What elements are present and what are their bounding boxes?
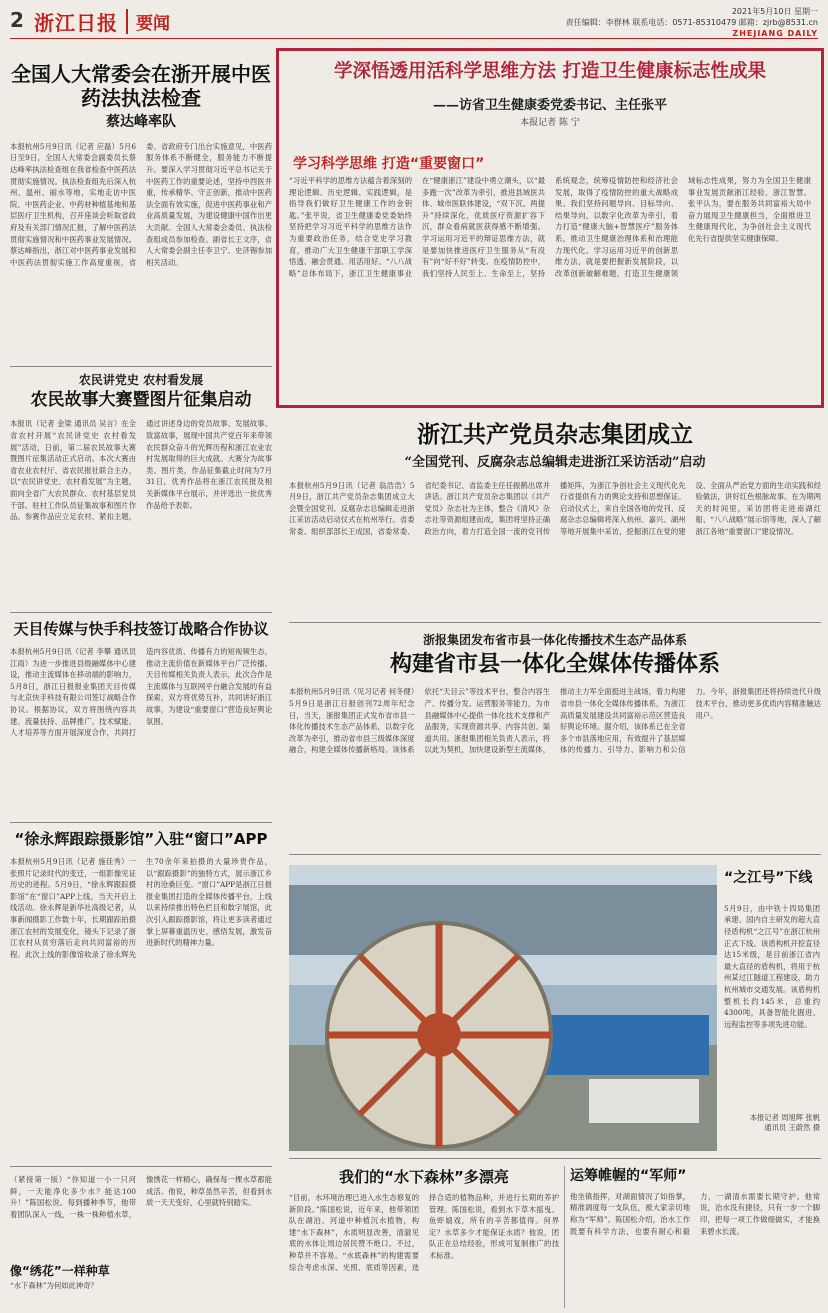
article-media-title: 构建省市县一体化全媒体传播体系 [389, 652, 720, 677]
article-party [289, 422, 821, 608]
photo-caption-block [724, 870, 820, 1133]
article-xu-body: 本报杭州5月9日讯（记者 施佳秀）一张照片记录时代的变迁，一组影像见证历史的进程。5月9日，“徐永辉跟踪摄影馆”在“窗口”APP上线，当天开启上线活动。徐永辉是新华社高级记者，从事新闻摄影工作数十年，长期跟踪拍摄浙江农村的发展变化，镜头下记录了浙江农村从贫穷落后走向共同富裕的历程。此次上线的影像馆收录了徐永辉先生70余年来拍摄的大量珍贵作品，以“跟踪摄影”的独特方式，展示浙江乡村的沧桑巨变。“窗口”APP是浙江日报报业集团打造的全媒体传播平台，上线以来持续推出特色栏目和数字展馆，此次引入跟踪摄影馆，将让更多读者通过掌上屏幕重温历史、感悟发展，激发奋进新时代的精神力量。 [10, 857, 272, 959]
divider [10, 366, 272, 367]
article-tianmu-title: 天目传媒与快手科技签订战略合作协议 [13, 620, 269, 638]
issue-date: 2021年5月10日 星期一 [731, 7, 818, 16]
article-military-body: 他坐镇指挥，对湖面情况了如指掌，精准调度每一支队伍，被大家亲切地称为“军师”。陈国松介绍，治水工作既要有科学方法，也要有耐心和毅力，一湖清水需要长期守护。他常说，治水没有捷径，只有一步一个脚印，把每一项工作做细做实，才能换来碧水长流。 [570, 1191, 820, 1236]
photo-machine-body [539, 1015, 709, 1075]
divider [289, 854, 821, 855]
section-name: 要闻 [126, 9, 170, 34]
article-military-title: 运筹帷幄的“军师” [570, 1168, 687, 1184]
page-number: 2 [10, 8, 24, 32]
editor-contacts: 责任编辑：李群林 联系电话：0571-85310479 邮箱：zjrb@8531.cn [565, 18, 818, 27]
feature-byline: 本报记者 陈 宁 [520, 118, 580, 129]
divider [289, 1158, 821, 1159]
article-npc-subtitle: 蔡达峰率队 [106, 114, 176, 130]
page-header [10, 4, 818, 39]
photo-credit: 本报记者 周旭辉 张帆 通讯员 王蔚然 摄 [749, 1112, 820, 1132]
feature-subtitle: ——访省卫生健康委党委书记、主任张平 [432, 98, 667, 114]
photo-platform [589, 1079, 699, 1123]
article-left-bottom-title: 像“绣花”一样种草 [10, 1264, 110, 1278]
article-xu [10, 830, 272, 1148]
article-party-title: 浙江共产党员杂志集团成立 [417, 422, 693, 448]
article-party-body: 本报杭州5月9日讯（记者 翁浩浩）5月9日，浙江共产党员杂志集团成立大会暨全国党刊、反腐杂志总编辑走进浙江采访活动启动仪式在杭州举行。省委常委、组织部部长王成国，省委常委、省纪委书记、省监委主任任振鹤出席并讲话。浙江共产党员杂志集团以《共产党员》杂志社为主体，整合《清风》杂志社等资源组建而成，集团将坚持正确政治方向，着力打造全国一流的党刊传播矩阵，为浙江争创社会主义现代化先行省提供有力的舆论支持和思想保证。启动仪式上，来自全国各地的党刊、反腐杂志总编辑将深入杭州、嘉兴、湖州等地开展集中采访，挖掘浙江在党的建设、全面从严治党方面的生动实践和经验做法，讲好红色根脉故事。在为期两天的时间里，采访团将走进南湖红船、“八八战略”展示馆等地，深入了解浙江各地“重要窗口”建设情况。 [289, 480, 821, 536]
article-left-bottom [10, 1174, 272, 1292]
article-farmer [10, 372, 272, 600]
article-farmer-body: 本报讯（记者 金梁 通讯员 吴言）在全省农村开展“农民讲党史 农村看发展”活动，日前，第二届农民故事大赛暨图片征集活动正式启动。本次大赛由省农业农村厅、省农民报社联合主办，以“农民讲党史、农村看发展”为主题，面向全省广大农民群众、农村基层党员干部、驻村工作队员征集故事和图片作品。参赛作品应立足农村、紧扣主题，通过讲述身边的党员故事、发展故事、致富故事，展现中国共产党百年来带领农民群众奋斗的光辉历程和浙江农业农村发展取得的巨大成就。大赛分为故事类、图片类，作品征集截止时间为7月31日，优秀作品将在浙江农民报及相关新媒体平台展示，并评选出一批优秀作品给予表彰。 [10, 419, 272, 522]
article-left-bottom-footer: “水下森林”为何如此神奇？ [10, 1281, 98, 1291]
article-forest-title: 我们的“水下森林”多漂亮 [339, 1168, 509, 1186]
article-farmer-title: 农民故事大赛暨图片征集启动 [30, 390, 252, 410]
news-photo [289, 865, 717, 1151]
article-forest-body: “目前，水环境治理已进入水生态修复的新阶段。”陈国松说，近年来，他带领团队在湖泊、河道中种植沉水植物，构建“水下森林”，水质明显改善，清澈见底的水体让周边居民赞不绝口。不过，种草并不容易。“水底森林”的构建需要综合考虑水深、光照、底质等因素，选择合适的植物品种，并进行长期的养护管理。陈国松说，看到水下草木摇曳、鱼虾嬉戏，所有的辛苦都值得。何界定？水草多少才能保证水质？他说，团队正在总结经验，形成可复制推广的技术标准。 [289, 1193, 559, 1272]
article-military [570, 1168, 820, 1303]
feature-red-tag: 学习科学思维 打造“重要窗口” [293, 156, 485, 172]
article-npc-title: 全国人大常委会在浙开展中医药法执法检查 [11, 62, 271, 110]
divider [10, 1166, 272, 1167]
feature-body: “习近平科学的思维方法蕴含着深刻的理论逻辑、历史逻辑、实践逻辑，是指导我们做好卫生健康工作的金钥匙。”张平说，省卫生健康委党委始终坚持把学习习近平科学的思维方法作为重要政治任务，结合党史学习教育，推动广大卫生健康干部职工学深悟透、融会贯通、用活用好。“八八战略”总体布局下，浙江卫生健康事业在“健康浙江”建设中勇立潮头，以“最多跑一次”改革为牵引，推进县域医共体、城市医联体建设，“双下沉、两提升”持续深化，优质医疗资源扩容下沉，群众看病就医获得感不断增强。学习运用习近平的辩证思维方法，就是要加快推进医疗卫生服务从“有没有”向“好不好”转变。在疫情防控中，我们坚持人民至上、生命至上，坚持系统观念，统筹疫情防控和经济社会发展，取得了疫情防控的重大战略成果。我们坚持问题导向、目标导向、结果导向，以数字化改革为牵引，着力打造“健康大脑+智慧医疗”服务体系，推动卫生健康治理体系和治理能力现代化。学习运用习近平的创新思维方法，就是要把握新发展阶段，以改革创新破解难题，打造卫生健康领域标志性成果，努力为全国卫生健康事业发展贡献浙江经验、浙江智慧。张平认为，要在服务共同富裕大局中奋力展现卫生健康担当，全面推进卫生健康现代化，为争创社会主义现代化先行省提供坚实健康保障。 [289, 176, 811, 278]
english-masthead: ZHEJIANG DAILY [732, 29, 818, 38]
feature-interview [276, 48, 824, 408]
article-media [289, 632, 821, 848]
divider [10, 612, 272, 613]
feature-title: 学深悟透用活科学思维方法 打造卫生健康标志性成果 [334, 61, 766, 82]
header-info [566, 6, 818, 39]
tunnel-boring-machine-photo [289, 865, 717, 1151]
article-farmer-kicker: 农民讲党史 农村看发展 [78, 373, 204, 387]
article-media-body: 本报杭州5月9日讯（见习记者 何冬健）5月9日是浙江日报创刊72周年纪念日，当天，浙报集团正式发布省市县一体化传播技术生态产品体系，以数字化改革为牵引，推动省市县三级媒体深度融合，构建全媒体传播新格局。该体系依托“天目云”等技术平台，整合内容生产、传播分发、运营服务等能力，为市县融媒体中心提供一体化技术支撑和产品服务，实现资源共享、内容共创、渠道共用。浙报集团相关负责人表示，将以此为契机，加快建设新型主流媒体，推动主力军全面挺进主战场，着力构建省市县一体化全媒体传播体系，为浙江高质量发展建设共同富裕示范区营造良好舆论环境。据介绍，该体系已在全省多个市县落地应用，有效提升了基层媒体的传播力、引导力、影响力和公信力。今年，浙报集团还将持续迭代升级技术平台，推动更多优质内容精准触达用户。 [289, 687, 821, 755]
article-npc-body: 本报杭州5月9日讯（记者 应磊）5月6日至9日，全国人大常委会副委员长蔡达峰率执法检查组在我省检查中医药法贯彻实施情况。执法检查组先后深入杭州、温州、丽水等地，实地走访中医院、中医药企业、中药材种植基地和基层医疗卫生机构，召开座谈会听取省政府及有关部门情况汇报，了解中医药法贯彻实施情况和中医药事业发展情况。蔡达峰指出，浙江对中医药事业发展和中医药法贯彻实施工作高度重视，省委、省政府专门出台实施意见，中医药服务体系不断健全，服务能力不断提升。要深入学习贯彻习近平总书记关于中医药工作的重要论述，坚持中西医并重，传承精华、守正创新，推动中医药法全面有效实施，促进中医药事业和产业高质量发展，为建设健康中国作出更大贡献。全国人大常委会委员、执法检查组成员参加检查。副省长王文序，省人大常委会副主任李卫宁、史济锡参加相关活动。 [10, 141, 272, 267]
article-tianmu-body: 本报杭州5月9日讯（记者 李攀 通讯员 江雨）为进一步推进县级融媒体中心建设，推动主流媒体在移动端的影响力，5月8日，浙江日报报业集团天目传媒与北京快手科技有限公司签订战略合作协议。根据协议，双方将围绕内容共建、流量扶持、品牌推广、技术赋能、人才培养等方面开展深度合作，共同打造内容优质、传播有力的短视频生态，推动主流价值在新媒体平台广泛传播。天目传媒相关负责人表示，此次合作是主流媒体与互联网平台融合发展的有益探索，双方将优势互补，共同讲好浙江故事，为建设“重要窗口”营造良好舆论氛围。 [10, 647, 272, 738]
article-media-kicker: 浙报集团发布省市县一体化传播技术生态产品体系 [422, 633, 687, 647]
photo-title: “之江号”下线 [724, 870, 813, 886]
article-tianmu [10, 620, 272, 808]
divider [289, 622, 821, 623]
article-xu-title: “徐永辉跟踪摄影馆”入驻“窗口”APP [14, 830, 268, 848]
article-npc [10, 62, 272, 361]
masthead-logo: 浙江日报 [34, 11, 118, 35]
article-party-subtitle: “全国党刊、反腐杂志总编辑走进浙江采访活动”启动 [404, 454, 706, 470]
divider [564, 1166, 565, 1308]
photo-caption: 5月9日，由中铁十四局集团承建、国内自主研发的超大直径盾构机“之江号”在浙江杭州正式下线。该盾构机开挖直径达15米级，是目前浙江省内最大直径的盾构机，将用于杭州某过江隧道工程建设，助力杭州城市交通发展。该盾构机整机长约145米，总重约4300吨，具备智能化掘进、远程监控等多项先进功能。 [724, 903, 820, 1029]
article-forest [289, 1168, 559, 1304]
divider [10, 822, 272, 823]
article-left-bottom-body: （紧接第一版）“你知道一小一只河鲜，一天能净化多少水？能达100升！”陈国松说。每到播种季节，他带着团队深入一线，一株一株种植水草，像绣花一样精心，确保每一棵水草都能成活。他说，种草虽然辛苦，但看到水质一天天变好，心里就特别踏实。 [10, 1175, 272, 1219]
